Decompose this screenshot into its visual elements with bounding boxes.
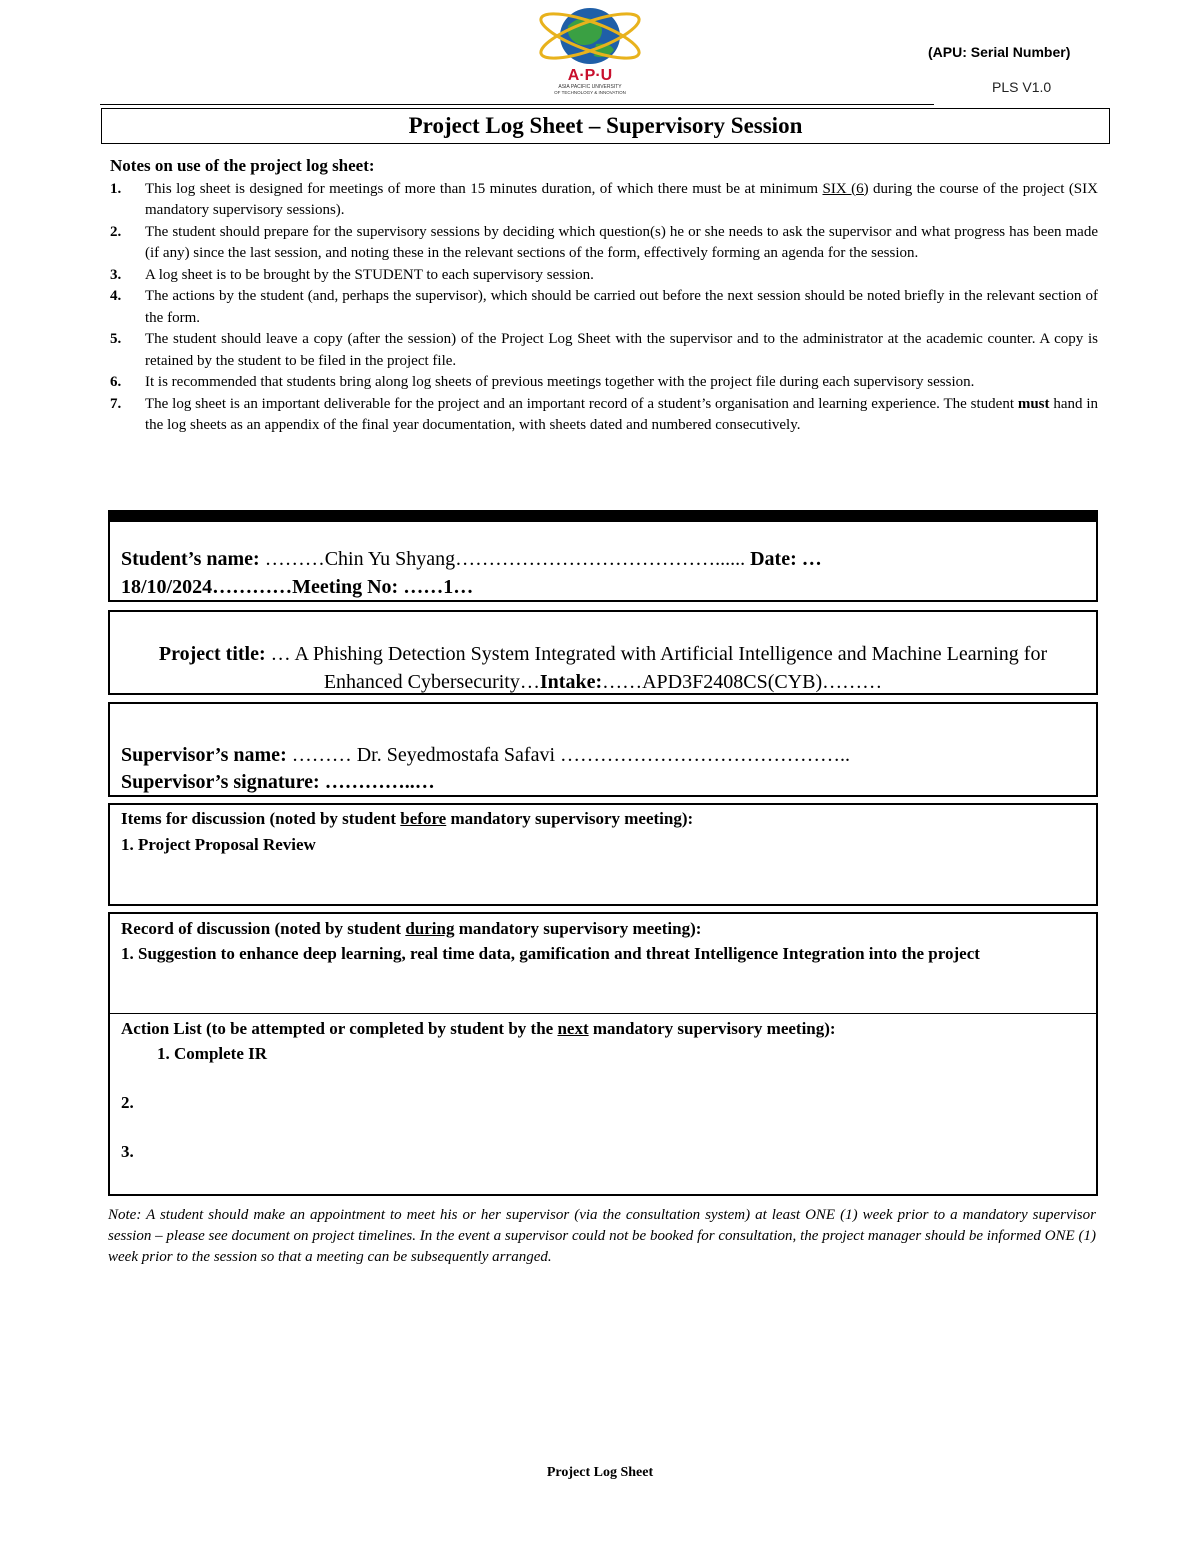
notes-section: [110, 155, 1098, 437]
items-heading: Items for discussion (noted by student before mandatory supervisory meeting):: [121, 809, 694, 828]
list-item[interactable]: 1. Suggestion to enhance deep learning, real time data, gamification and threat Intelligence Integration into the project: [121, 944, 980, 963]
note-item: 6. It is recommended that students bring along log sheets of previous meetings together with the project file during each supervisory session.: [110, 374, 975, 390]
list-item[interactable]: 2.: [121, 1093, 134, 1112]
supervisor-info: [121, 742, 1081, 796]
project-title-label: Project title:: [158, 643, 266, 665]
project-info: [120, 640, 1086, 696]
action-heading: Action List (to be attempted or completed by student by the next mandatory supervisory meeting):: [121, 1019, 836, 1038]
supervisor-name-label: Supervisor’s name:: [121, 744, 287, 766]
note-item: 7. The log sheet is an important deliverable for the project and an important record of a student’s organisation and learning experience. The student must hand in the log sheets as an appendix of the final year documentation, with sheets dated and numbered consecutively.: [110, 395, 1098, 433]
title-box: [101, 108, 1110, 144]
apu-logo: [520, 4, 660, 96]
supervisor-signature-label: Supervisor’s signature:: [121, 771, 320, 793]
date-field[interactable]: 18/10/2024…………: [121, 576, 293, 598]
list-item[interactable]: 1. Project Proposal Review: [121, 835, 316, 854]
record-heading: Record of discussion (noted by student during mandatory supervisory meeting):: [121, 919, 702, 938]
supervisor-signature-field[interactable]: …………..…: [319, 771, 435, 793]
page-title: Project Log Sheet – Supervisory Session: [408, 113, 803, 138]
note-item: 5. The student should leave a copy (after the session) of the Project Log Sheet with the supervisor and to the administrator at the academic counter. A copy is retained by the student to be filed in the project file.: [110, 331, 1098, 369]
intake-label: Intake:: [539, 671, 603, 693]
project-title-field[interactable]: … A Phishing Detection System Integrated with Artificial Intelligence and Machine Learning for Enhanced Cybersecurity…: [265, 643, 1048, 693]
date-label: Date: …: [750, 548, 822, 570]
version-label: PLS V1.0: [992, 79, 1052, 95]
serial-number-label: (APU: Serial Number): [928, 44, 1071, 60]
header-divider: [100, 104, 934, 105]
note-item: 3. A log sheet is to be brought by the STUDENT to each supervisory session.: [110, 266, 594, 283]
note-item: 2. The student should prepare for the supervisory sessions by deciding which question(s) he or she needs to ask the supervisor and what progress has been made (if any) since the last session, and noting these in the relevant sections of the form, effectively forming an agenda for the session.: [110, 223, 1098, 261]
notes-heading: Notes on use of the project log sheet:: [110, 156, 375, 175]
record-discussion: [121, 916, 1081, 966]
student-info: [121, 545, 1081, 601]
student-name-label: Student’s name:: [121, 548, 260, 570]
action-list: [121, 1016, 1081, 1164]
footer-note: Note: A student should make an appointment to meet his or her supervisor (via the consultation system) at least ONE (1) week prior to a mandatory supervisor session – please see document on project timelines. In the event a supervisor could not be booked for consultation, the project manager should be informed ONE (1) week prior to the session so that a meeting can be subsequently arranged.: [108, 1207, 1096, 1265]
items-discussion: [121, 806, 1081, 858]
page-footer: Project Log Sheet: [546, 1465, 654, 1480]
list-item[interactable]: 1. Complete IR: [157, 1044, 268, 1063]
svg-text:A·P·U: A·P·U: [567, 67, 613, 84]
svg-text:ASIA PACIFIC UNIVERSITY: ASIA PACIFIC UNIVERSITY: [558, 84, 622, 90]
student-name-field[interactable]: ………Chin Yu Shyang…………………………………......: [259, 548, 746, 570]
intake-field[interactable]: ……APD3F2408CS(CYB)………: [602, 671, 883, 693]
section-divider: [110, 1013, 1096, 1014]
list-item[interactable]: 3.: [121, 1142, 134, 1161]
svg-text:OF TECHNOLOGY & INNOVATION: OF TECHNOLOGY & INNOVATION: [554, 90, 626, 95]
section-bar: [108, 510, 1098, 522]
supervisor-name-field[interactable]: ……… Dr. Seyedmostafa Safavi ……………………………………..: [286, 744, 851, 766]
meeting-number-field[interactable]: Meeting No: ……1…: [292, 576, 474, 598]
note-item: 1. This log sheet is designed for meetings of more than 15 minutes duration, of which there must be at minimum SIX (6) during the course of the project (SIX mandatory supervisory sessions).: [110, 180, 1098, 218]
note-item: 4. The actions by the student (and, perhaps the supervisor), which should be carried out before the next session should be noted briefly in the relevant section of the form.: [110, 288, 1098, 326]
